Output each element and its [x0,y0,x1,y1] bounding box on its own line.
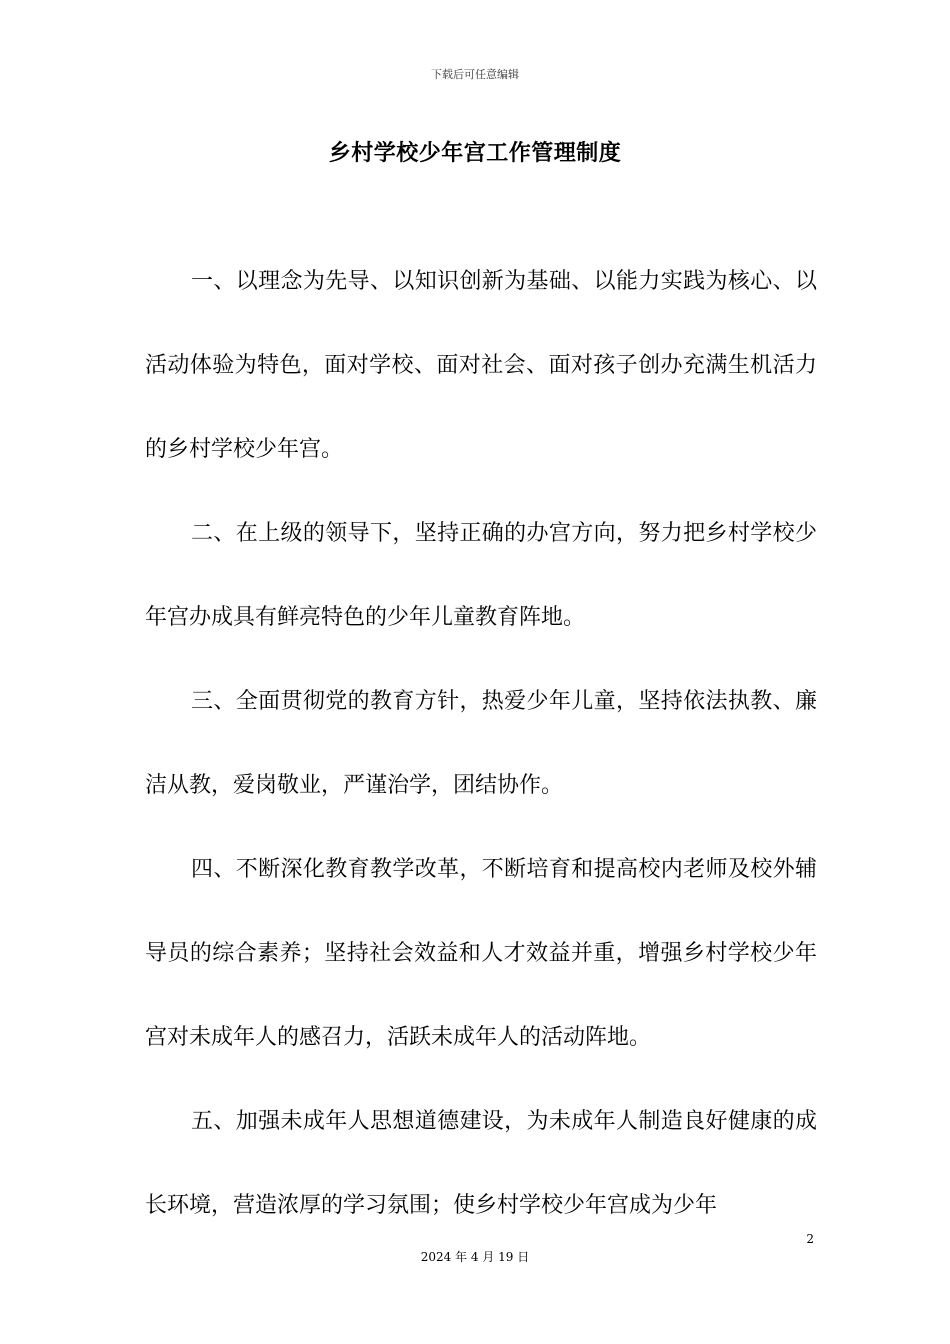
footer-date: 2024 年 4 月 19 日 [420,1250,530,1264]
paragraph-1: 一、以理念为先导、以知识创新为基础、以能力实践为核心、以活动体验为特色，面对学校、面对社会、面对孩子创办充满生机活力的乡村学校少年宫。 [145,269,817,462]
page-number: 2 [806,1232,814,1246]
paragraph-3: 三、全面贯彻党的教育方针，热爱少年儿童，坚持依法执教、廉洁从教，爱岗敬业，严谨治学，团结协作。 [145,689,817,798]
header-note: 下载后可任意编辑 [431,68,519,81]
document-title: 乡村学校少年宫工作管理制度 [328,141,622,166]
paragraph-2: 二、在上级的领导下，坚持正确的办宫方向，努力把乡村学校少年宫办成具有鲜亮特色的少年儿童教育阵地。 [145,521,817,630]
paragraph-4: 四、不断深化教育教学改革，不断培育和提高校内老师及校外辅导员的综合素养；坚持社会效益和人才效益并重，增强乡村学校少年宫对未成年人的感召力，活跃未成年人的活动阵地。 [145,857,817,1050]
paragraph-5: 五、加强未成年人思想道德建设，为未成年人制造良好健康的成长环境，营造浓厚的学习氛围；使乡村学校少年宫成为少年 [145,1109,817,1218]
document-body [145,240,817,1248]
